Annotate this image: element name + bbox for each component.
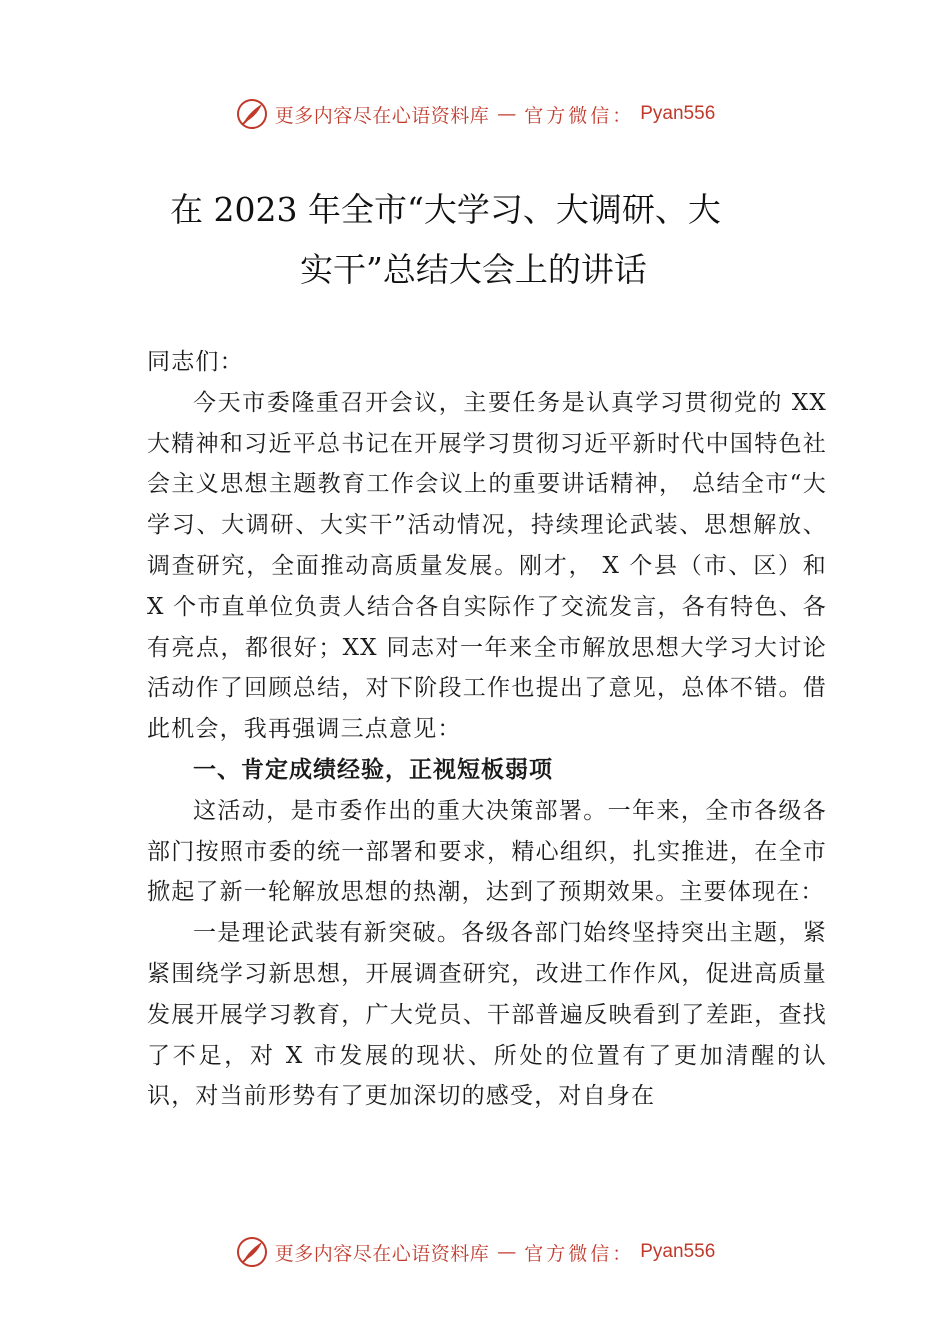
banner-wechat-id: Pyan556	[640, 103, 716, 124]
paragraph: 这活动，是市委作出的重大决策部署。一年来，全市各级各部门按照市委的统一部署和要求，精心组织，扎实推进，在全市掀起了新一轮解放思想的热潮，达到了预期效果。主要体现在：	[147, 797, 827, 906]
footer-banner	[0, 1234, 950, 1270]
banner-wechat-id: Pyan556	[640, 1241, 716, 1262]
document-title-line-1: 在 2023 年全市“大学习、大调研、大	[170, 190, 721, 229]
document-title-line-2: 实干”总结大会上的讲话	[300, 250, 647, 289]
banner-text: 更多内容尽在心语资料库	[274, 1242, 490, 1265]
header-banner	[0, 96, 950, 132]
salutation: 同志们：	[147, 349, 244, 375]
paragraph: 一是理论武装有新突破。各级各部门始终坚持突出主题，紧紧围绕学习新思想，开展调查研究，改进工作作风，促进高质量发展开展学习教育，广大党员、干部普遍反映看到了差距，查找了不足，对 X 市发展的现状、所处的位置有了更加清醒的认识，对当前形势有了更加深切的感受，对自身在	[147, 920, 827, 1110]
banner-wechat-label: 官方微信：	[524, 104, 635, 127]
feather-pen-logo-icon	[235, 1235, 269, 1269]
banner-dash: —	[497, 103, 517, 125]
banner-wechat-label: 官方微信：	[524, 1242, 635, 1265]
section-heading: 一、肯定成绩经验，正视短板弱项	[193, 756, 553, 783]
feather-pen-logo-icon	[235, 97, 269, 131]
paragraph: 今天市委隆重召开会议，主要任务是认真学习贯彻党的 XX 大精神和习近平总书记在开展学习贯彻习近平新时代中国特色社会主义思想主题教育工作会议上的重要讲话精神， 总结全市“大学习、大调研、大实干”活动情况，持续理论武装、思想解放、调查研究，全面推动高质量发展。刚才， X 个县（市、区）和 X 个市直单位负责人结合各自实际作了交流发言，各有特色、各有亮点，都很好；XX 同志对一年来全市解放思想大学习大讨论活动作了回顾总结，对下阶段工作也提出了意见，总体不错。借此机会，我再强调三点意见：	[147, 389, 827, 743]
document-body	[147, 342, 827, 1117]
banner-dash: —	[497, 1241, 517, 1263]
banner-text: 更多内容尽在心语资料库	[274, 104, 490, 127]
